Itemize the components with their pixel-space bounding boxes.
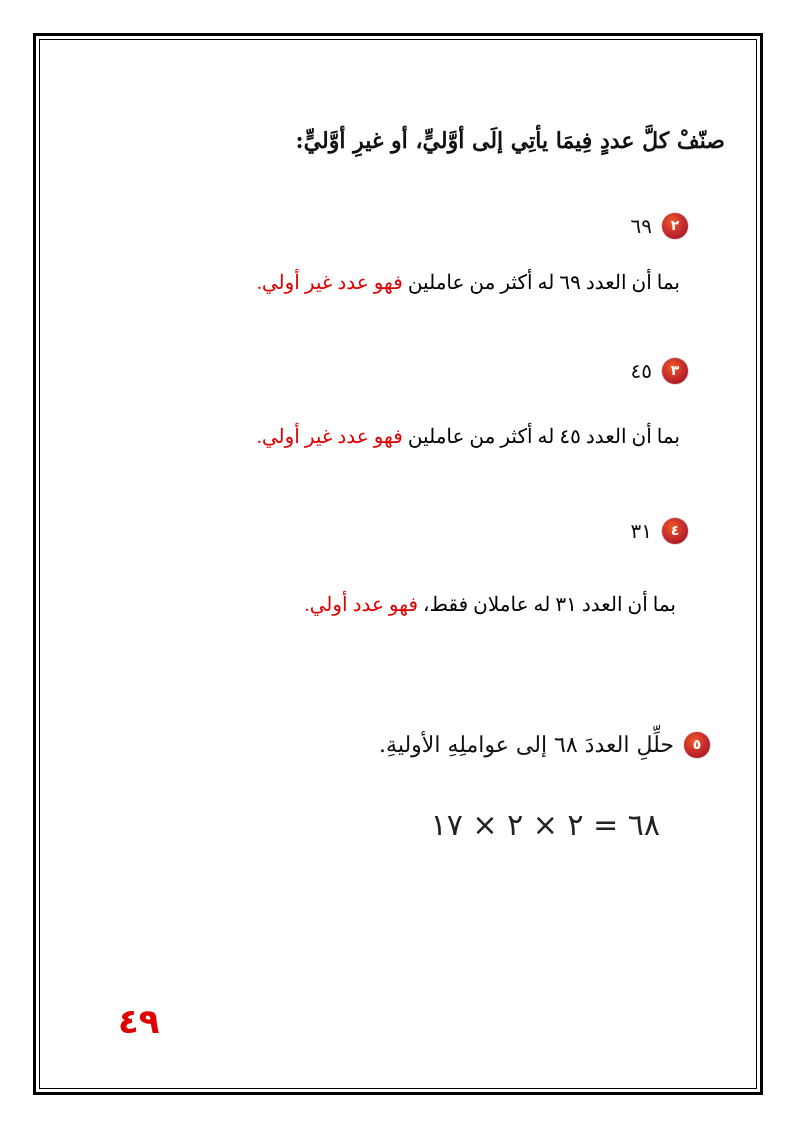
item-2-header <box>631 213 688 239</box>
page-border-inner <box>39 39 757 1089</box>
item-3-header <box>631 358 688 384</box>
item-number-badge: ٣ <box>662 358 688 384</box>
question-5 <box>379 732 710 758</box>
item-2-answer <box>257 270 680 295</box>
item-value: ٤٥ <box>630 359 652 383</box>
exercise-heading: صنّفْ كلَّ عددٍ فِيمَا يأتِي إلَى أوَّليٍّ، أو غيرِ أوَّليٍّ: <box>295 128 725 154</box>
item-number-badge: ٢ <box>662 213 688 239</box>
answer-text: بما أن العدد ٣١ له عاملان فقط، <box>418 594 676 616</box>
item-number-badge: ٤ <box>662 518 688 544</box>
item-4-header <box>631 518 688 544</box>
item-value: ٣١ <box>630 519 652 543</box>
question-number-badge: ٥ <box>684 732 710 758</box>
answer-conclusion: فهو عدد غير أولي. <box>256 272 403 294</box>
question-text: حلِّلِ العددَ ٦٨ إلى عواملِهِ الأوليةِ. <box>379 732 674 758</box>
factorization-equation: ٦٨ = ٢ × ٢ × ١٧ <box>430 808 660 843</box>
answer-text: بما أن العدد ٤٥ له أكثر من عاملين <box>402 426 680 448</box>
page-number: ٤٩ <box>118 1002 160 1042</box>
answer-conclusion: فهو عدد غير أولي. <box>256 426 403 448</box>
answer-conclusion: فهو عدد أولي. <box>304 594 419 616</box>
answer-text: بما أن العدد ٦٩ له أكثر من عاملين <box>402 272 680 294</box>
item-value: ٦٩ <box>630 214 652 238</box>
item-4-answer <box>305 592 676 617</box>
item-3-answer <box>257 424 680 449</box>
